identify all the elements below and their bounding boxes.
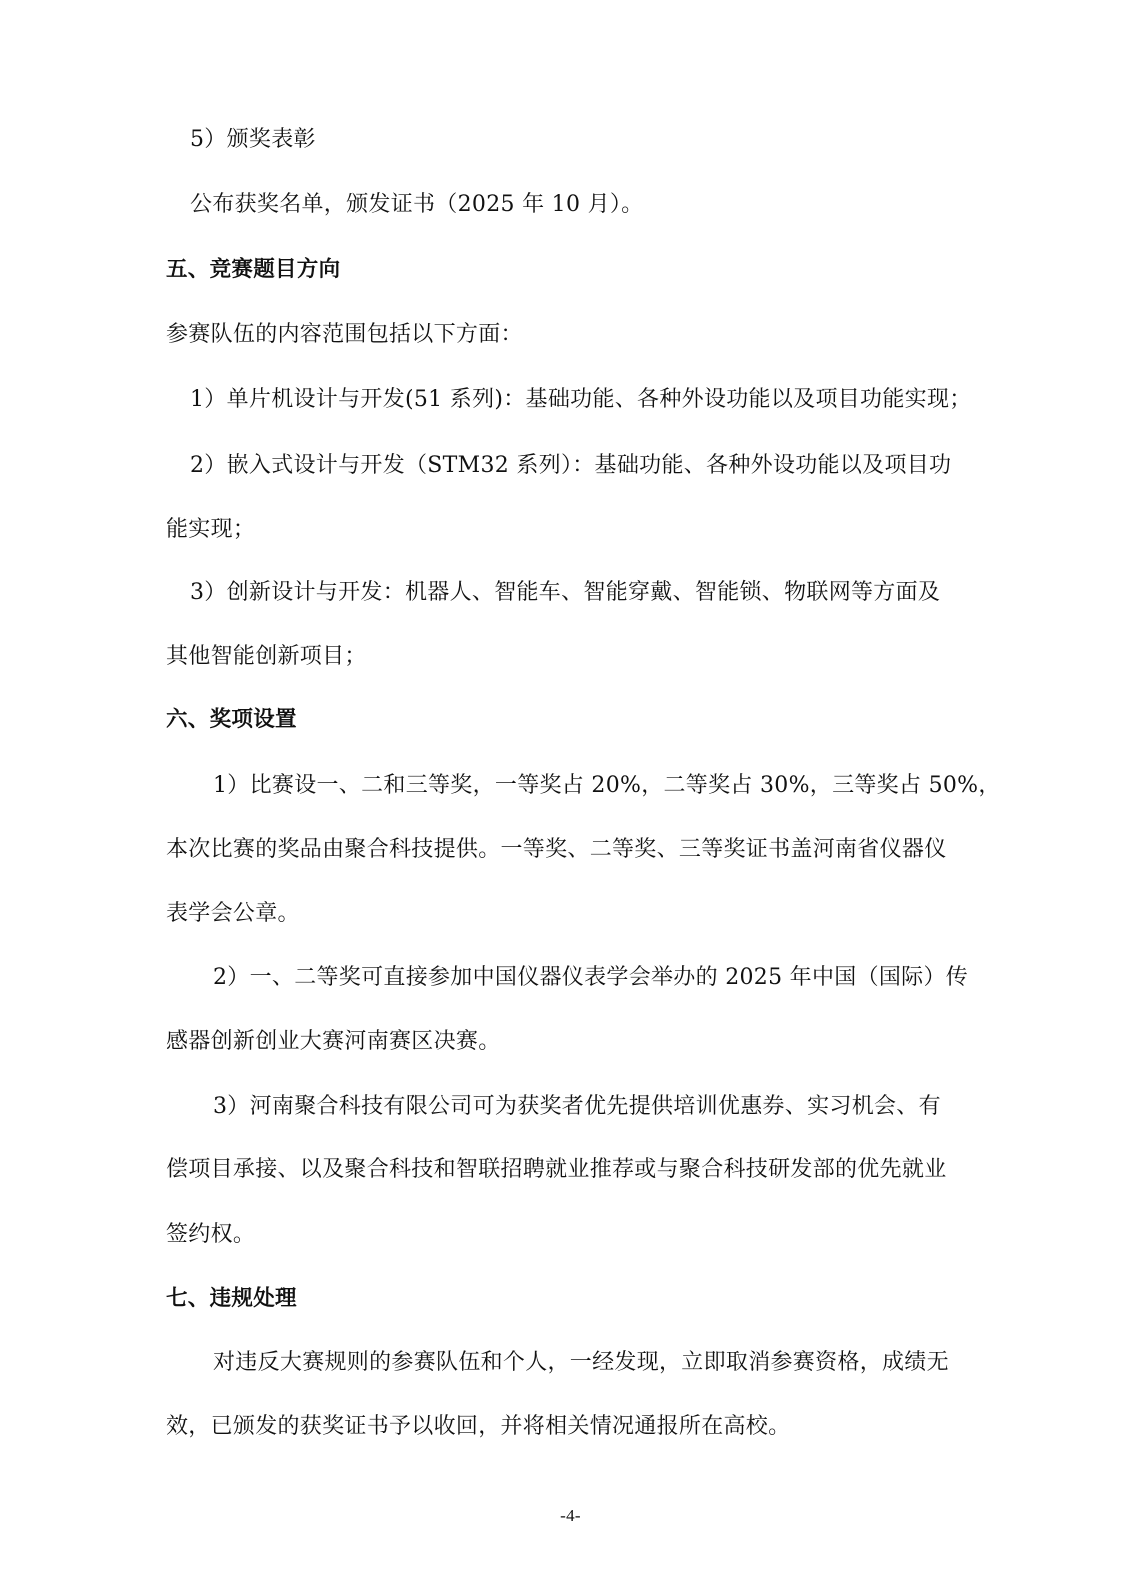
- section6-p1-line2: 本次比赛的奖品由聚合科技提供。一等奖、二等奖、三等奖证书盖河南省仪器仪: [166, 837, 947, 862]
- item5-body: 公布获奖名单，颁发证书（2025 年 10 月）。: [190, 192, 644, 217]
- section7-p1-line2: 效，已颁发的获奖证书予以收回，并将相关情况通报所在高校。: [166, 1414, 791, 1439]
- section7-heading: 七、违规处理: [166, 1286, 297, 1311]
- section6-p3-line1: 3）河南聚合科技有限公司可为获奖者优先提供培训优惠券、实习机会、有: [213, 1094, 941, 1119]
- section5-item1: 1）单片机设计与开发(51 系列)：基础功能、各种外设功能以及项目功能实现；: [190, 387, 972, 412]
- section6-p3-line2: 偿项目承接、以及聚合科技和智联招聘就业推荐或与聚合科技研发部的优先就业: [166, 1157, 947, 1182]
- section5-item2-line2: 能实现；: [166, 517, 256, 542]
- section5-intro: 参赛队伍的内容范围包括以下方面：: [166, 322, 523, 347]
- section6-p2-line2: 感器创新创业大赛河南赛区决赛。: [166, 1029, 501, 1054]
- section6-heading: 六、奖项设置: [166, 707, 297, 732]
- section5-item3-line2: 其他智能创新项目；: [166, 644, 367, 669]
- item5-title: 5）颁奖表彰: [190, 127, 316, 152]
- section5-heading: 五、竞赛题目方向: [166, 257, 341, 282]
- section7-p1-line1: 对违反大赛规则的参赛队伍和个人，一经发现，立即取消参赛资格，成绩无: [213, 1350, 949, 1375]
- section6-p1-line3: 表学会公章。: [166, 901, 300, 926]
- section6-p2-line1: 2）一、二等奖可直接参加中国仪器仪表学会举办的 2025 年中国（国际）传: [213, 965, 969, 990]
- section6-p3-line3: 签约权。: [166, 1222, 256, 1247]
- section5-item2-line1: 2）嵌入式设计与开发（STM32 系列）：基础功能、各种外设功能以及项目功: [190, 453, 952, 478]
- section5-item3-line1: 3）创新设计与开发：机器人、智能车、智能穿戴、智能锁、物联网等方面及: [190, 580, 941, 605]
- page-number: -4-: [560, 1506, 581, 1525]
- section6-p1-line1: 1）比赛设一、二和三等奖，一等奖占 20%，二等奖占 30%，三等奖占 50%，: [213, 773, 1001, 798]
